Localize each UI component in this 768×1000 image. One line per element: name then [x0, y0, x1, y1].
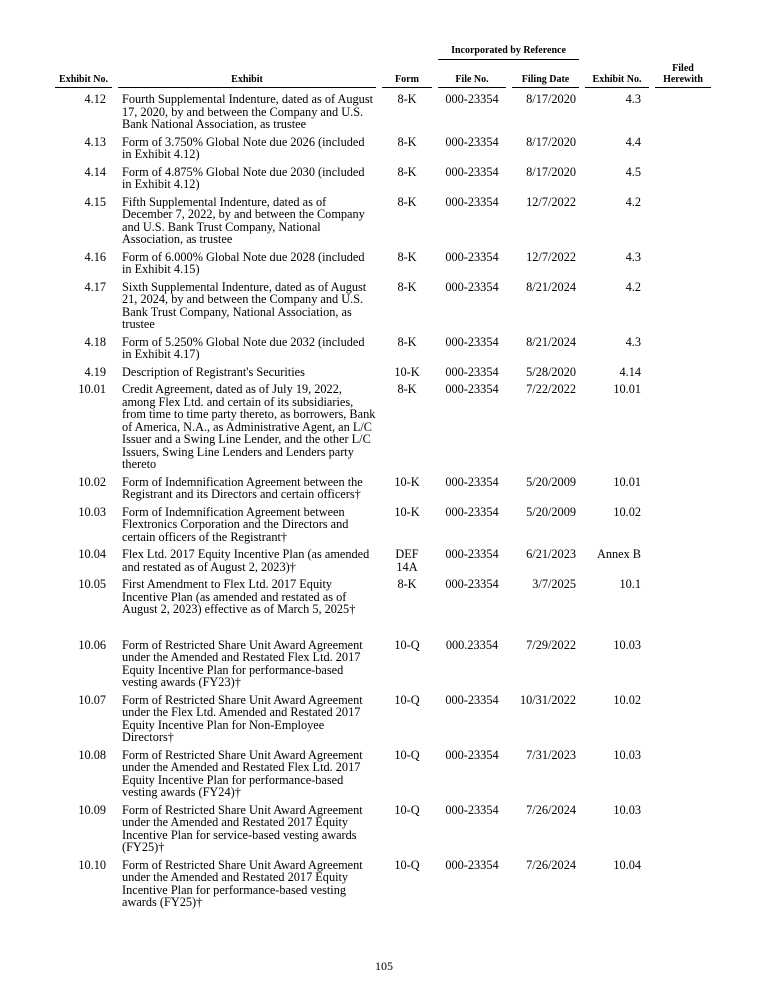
column-header-form: Form [382, 74, 432, 88]
cell-exhibit-no: 10.05 [78, 577, 106, 591]
table-body [55, 93, 713, 909]
cell-exhibit-no-ref: 10.01 [613, 382, 641, 396]
cell-form: 10-Q [394, 692, 420, 707]
cell-file-no: 000-23354 [445, 194, 499, 209]
table-row [55, 639, 713, 689]
cell-file-no: 000-23354 [445, 857, 499, 872]
cell-filing-date: 6/21/2023 [526, 547, 576, 561]
cell-form: 10-K [394, 504, 420, 519]
cell-file-no: 000-23354 [445, 92, 499, 106]
cell-filing-date: 8/21/2024 [526, 334, 576, 349]
cell-filed-herewith [655, 749, 711, 799]
cell-exhibit-no-ref: 10.03 [613, 747, 641, 762]
cell-file-no: 000-23354 [445, 802, 499, 817]
cell-form: 10-Q [394, 802, 420, 817]
cell-exhibit-no-ref: 10.02 [613, 504, 641, 519]
table-row [55, 251, 713, 276]
cell-exhibit-no-ref: 4.2 [625, 194, 641, 209]
cell-file-no: 000.23354 [445, 637, 499, 652]
cell-exhibit-no: 10.01 [78, 382, 106, 396]
page-number: 105 [375, 959, 393, 973]
cell-filing-date: 7/29/2022 [526, 637, 576, 652]
cell-filing-date: 8/17/2020 [526, 164, 576, 179]
table-row [55, 196, 713, 246]
cell-form: 10-Q [394, 747, 420, 762]
cell-form: 10-K [394, 474, 420, 489]
cell-exhibit-no-ref: 4.3 [625, 334, 641, 349]
column-header-filed-herewith: Filed Herewith [655, 63, 711, 88]
table-row [55, 694, 713, 744]
cell-filed-herewith [655, 859, 711, 909]
table-row [55, 336, 713, 361]
cell-exhibit-no: 10.02 [78, 474, 106, 489]
cell-exhibit-no: 10.07 [78, 692, 106, 707]
cell-form: 8-K [397, 382, 417, 396]
cell-filed-herewith [655, 476, 711, 501]
cell-filing-date: 5/20/2009 [526, 474, 576, 489]
cell-exhibit-title: Form of 4.875% Global Note due 2030 (included in Exhibit 4.12) [122, 164, 365, 191]
cell-exhibit-title: Credit Agreement, dated as of July 19, 2022, among Flex Ltd. and certain of its subsidiaries, from time to time party thereto, as borrowers, Bank of America, N.A., as Administrative Agent, an L/C Issuer and a Swing Line Lender, and the other L/C Issuers, Swing Line Lenders and Lenders party thereto [122, 382, 376, 471]
cell-exhibit-no: 4.19 [84, 364, 106, 379]
cell-filed-herewith [655, 136, 711, 161]
cell-filing-date: 7/26/2024 [526, 857, 576, 872]
cell-exhibit-no-ref: 4.3 [625, 92, 641, 106]
cell-exhibit-title: Form of 3.750% Global Note due 2026 (included in Exhibit 4.12) [122, 134, 365, 161]
cell-exhibit-title: Form of Indemnification Agreement between the Registrant and its Directors and certain officers† [122, 474, 363, 501]
cell-file-no: 000-23354 [445, 474, 499, 489]
cell-filing-date: 12/7/2022 [526, 194, 576, 209]
cell-filed-herewith [655, 383, 711, 471]
column-header-file-no: File No. [438, 74, 506, 88]
cell-filing-date: 5/20/2009 [526, 504, 576, 519]
table-row [55, 548, 713, 573]
cell-exhibit-no: 4.18 [84, 334, 106, 349]
cell-exhibit-no-ref: 10.01 [613, 474, 641, 489]
cell-form: 8-K [397, 249, 417, 264]
table-row [55, 749, 713, 799]
table-row [55, 93, 713, 131]
cell-form: 10-K [394, 364, 420, 379]
table-row [55, 281, 713, 331]
table-row [55, 383, 713, 471]
cell-filed-herewith [655, 694, 711, 744]
cell-exhibit-no-ref: 4.4 [625, 134, 641, 149]
cell-file-no: 000-23354 [445, 249, 499, 264]
incorporated-by-reference-header: Incorporated by Reference [438, 45, 579, 60]
table-group-header-row [55, 45, 713, 60]
cell-filed-herewith [655, 196, 711, 246]
cell-exhibit-no: 4.15 [84, 194, 106, 209]
cell-filed-herewith [655, 506, 711, 544]
table-row [55, 166, 713, 191]
cell-exhibit-title: Fourth Supplemental Indenture, dated as of August 17, 2020, by and between the Company and U.S. Bank National Association, as trustee [122, 92, 374, 131]
cell-file-no: 000-23354 [445, 692, 499, 707]
column-header-exhibit-no-ref: Exhibit No. [585, 74, 649, 88]
table-row [55, 804, 713, 854]
cell-filing-date: 5/28/2020 [526, 364, 576, 379]
cell-form: 10-Q [394, 857, 420, 872]
cell-filed-herewith [655, 639, 711, 689]
cell-filed-herewith [655, 93, 711, 131]
cell-exhibit-no-ref: 4.5 [625, 164, 641, 179]
column-header-filing-date: Filing Date [512, 74, 579, 88]
cell-exhibit-title: Form of Indemnification Agreement between Flextronics Corporation and the Directors and certain officers of the Registrant† [122, 504, 349, 544]
cell-exhibit-title: Form of Restricted Share Unit Award Agreement under the Amended and Restated 2017 Equity Incentive Plan for performance-based vesting awards (FY25)† [122, 857, 363, 909]
cell-exhibit-no-ref: 4.2 [625, 279, 641, 294]
cell-filing-date: 8/21/2024 [526, 279, 576, 294]
cell-filing-date: 7/26/2024 [526, 802, 576, 817]
cell-filed-herewith [655, 578, 711, 616]
cell-exhibit-no-ref: 4.3 [625, 249, 641, 264]
cell-filing-date: 7/31/2023 [526, 747, 576, 762]
cell-form: 8-K [397, 194, 417, 209]
cell-filed-herewith [655, 251, 711, 276]
cell-exhibit-no: 4.13 [84, 134, 106, 149]
cell-exhibit-no: 10.04 [78, 547, 106, 561]
cell-form: 8-K [397, 92, 417, 106]
table-row [55, 366, 713, 379]
cell-form: 8-K [397, 164, 417, 179]
cell-form: 10-Q [394, 637, 420, 652]
cell-exhibit-no-ref: 10.03 [613, 637, 641, 652]
table-row [55, 859, 713, 909]
cell-exhibit-no: 10.06 [78, 637, 106, 652]
cell-file-no: 000-23354 [445, 382, 499, 396]
cell-exhibit-title: Form of 5.250% Global Note due 2032 (included in Exhibit 4.17) [122, 334, 365, 361]
cell-exhibit-title: Description of Registrant's Securities [122, 364, 305, 379]
cell-filing-date: 8/17/2020 [526, 92, 576, 106]
cell-filing-date: 7/22/2022 [526, 382, 576, 396]
cell-file-no: 000-23354 [445, 747, 499, 762]
cell-form: DEF 14A [395, 547, 419, 574]
table-header-row [55, 63, 713, 88]
cell-form: 8-K [397, 279, 417, 294]
cell-exhibit-title: Form of 6.000% Global Note due 2028 (included in Exhibit 4.15) [122, 249, 365, 276]
cell-filing-date: 10/31/2022 [519, 692, 576, 707]
cell-exhibit-no: 4.16 [84, 249, 106, 264]
cell-filed-herewith [655, 548, 711, 573]
cell-exhibit-title: Sixth Supplemental Indenture, dated as of August 21, 2024, by and between the Company and U.S. Bank Trust Company, National Association, as trustee [122, 279, 367, 331]
cell-exhibit-no: 4.14 [84, 164, 106, 179]
table-row [55, 506, 713, 544]
cell-exhibit-no-ref: 10.04 [613, 857, 641, 872]
cell-exhibit-title: Form of Restricted Share Unit Award Agreement under the Amended and Restated 2017 Equity Incentive Plan for service-based vesting awards (FY25)† [122, 802, 363, 854]
cell-file-no: 000-23354 [445, 279, 499, 294]
cell-form: 8-K [397, 577, 417, 591]
cell-file-no: 000-23354 [445, 134, 499, 149]
cell-exhibit-title: Fifth Supplemental Indenture, dated as of December 7, 2022, by and between the Company and U.S. Bank Trust Company, National Association, as trustee [122, 194, 365, 246]
table-row [55, 578, 713, 616]
cell-filing-date: 8/17/2020 [526, 134, 576, 149]
cell-filed-herewith [655, 166, 711, 191]
table-row [55, 476, 713, 501]
column-header-exhibit: Exhibit [118, 74, 376, 88]
cell-filed-herewith [655, 804, 711, 854]
cell-exhibit-no: 4.17 [84, 279, 106, 294]
cell-exhibit-title: Form of Restricted Share Unit Award Agreement under the Amended and Restated Flex Ltd. 2017 Equity Incentive Plan for performance-based vesting awards (FY23)† [122, 637, 363, 689]
cell-file-no: 000-23354 [445, 334, 499, 349]
cell-filed-herewith [655, 281, 711, 331]
cell-filed-herewith [655, 336, 711, 361]
cell-exhibit-no: 4.12 [84, 92, 106, 106]
cell-exhibit-no-ref: 10.02 [613, 692, 641, 707]
cell-exhibit-no: 10.08 [78, 747, 106, 762]
cell-exhibit-no-ref: 10.03 [613, 802, 641, 817]
cell-form: 8-K [397, 334, 417, 349]
cell-file-no: 000-23354 [445, 504, 499, 519]
cell-exhibit-title: Form of Restricted Share Unit Award Agreement under the Amended and Restated Flex Ltd. 2017 Equity Incentive Plan for performance-based vesting awards (FY24)† [122, 747, 363, 799]
cell-exhibit-title: Form of Restricted Share Unit Award Agreement under the Flex Ltd. Amended and Restated 2017 Equity Incentive Plan for Non-Employee Directors† [122, 692, 363, 744]
cell-exhibit-title: First Amendment to Flex Ltd. 2017 Equity Incentive Plan (as amended and restated as of August 2, 2023) effective as of March 5, 2025† [122, 577, 356, 616]
cell-exhibit-no: 10.09 [78, 802, 106, 817]
cell-exhibit-title: Flex Ltd. 2017 Equity Incentive Plan (as amended and restated as of August 2, 2023)† [122, 547, 370, 574]
cell-filing-date: 12/7/2022 [526, 249, 576, 264]
cell-file-no: 000-23354 [445, 547, 499, 561]
cell-exhibit-no: 10.03 [78, 504, 106, 519]
cell-exhibit-no-ref: 4.14 [619, 364, 641, 379]
cell-file-no: 000-23354 [445, 164, 499, 179]
cell-file-no: 000-23354 [445, 577, 499, 591]
cell-exhibit-no-ref: Annex B [596, 547, 641, 561]
cell-form: 8-K [397, 134, 417, 149]
cell-filed-herewith [655, 366, 711, 379]
cell-exhibit-no-ref: 10.1 [619, 577, 641, 591]
cell-filing-date: 3/7/2025 [532, 577, 576, 591]
table-row [55, 136, 713, 161]
column-header-exhibit-no: Exhibit No. [55, 74, 112, 88]
cell-file-no: 000-23354 [445, 364, 499, 379]
cell-exhibit-no: 10.10 [78, 857, 106, 872]
